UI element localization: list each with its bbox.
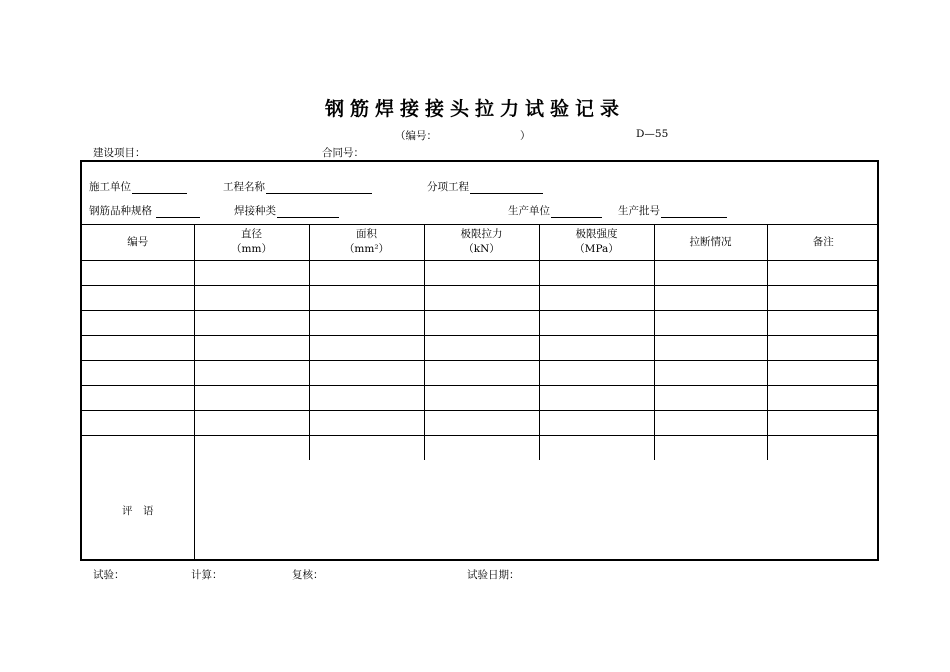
form-code: D—55 <box>636 128 669 140</box>
table-cell[interactable] <box>309 260 424 285</box>
footer-calc: 计算： <box>191 569 223 581</box>
construction-unit-blank[interactable] <box>132 183 187 194</box>
table-cell[interactable] <box>82 310 194 335</box>
footer-test-date: 试验日期： <box>467 569 520 581</box>
table-cell[interactable] <box>194 410 309 435</box>
table-cell[interactable] <box>767 285 879 310</box>
column-header: 极限强度 （MPa） <box>539 225 654 260</box>
comment-label: 评 语 <box>82 460 194 561</box>
construction-unit-label: 施工单位 <box>89 181 131 193</box>
table-cell[interactable] <box>767 410 879 435</box>
table-cell[interactable] <box>82 260 194 285</box>
record-form <box>80 160 879 561</box>
table-cell[interactable] <box>309 360 424 385</box>
project-name-label: 工程名称 <box>223 181 265 193</box>
batch-no-label: 生产批号 <box>618 205 660 217</box>
table-row <box>82 435 879 460</box>
table-cell[interactable] <box>82 285 194 310</box>
table-cell[interactable] <box>539 410 654 435</box>
table-cell[interactable] <box>82 410 194 435</box>
table-cell[interactable] <box>424 435 539 460</box>
rebar-spec-label: 钢筋品种规格 <box>89 205 152 217</box>
table-cell[interactable] <box>767 310 879 335</box>
rebar-spec-field <box>89 203 200 218</box>
batch-no-blank[interactable] <box>661 207 727 218</box>
table-cell[interactable] <box>424 310 539 335</box>
table-cell[interactable] <box>539 310 654 335</box>
comment-row <box>82 460 879 561</box>
table-cell[interactable] <box>654 385 767 410</box>
sub-project-blank[interactable] <box>470 183 543 194</box>
table-cell[interactable] <box>539 385 654 410</box>
table-cell[interactable] <box>539 260 654 285</box>
manufacturer-blank[interactable] <box>551 207 602 218</box>
table-cell[interactable] <box>654 360 767 385</box>
batch-no-field <box>618 203 727 218</box>
table-cell[interactable] <box>194 310 309 335</box>
table-cell[interactable] <box>767 435 879 460</box>
table-header-row <box>82 225 879 260</box>
column-header: 极限拉力 （kN） <box>424 225 539 260</box>
table-cell[interactable] <box>194 360 309 385</box>
table-row <box>82 335 879 360</box>
sub-project-label: 分项工程 <box>427 181 469 193</box>
manufacturer-label: 生产单位 <box>508 205 550 217</box>
table-cell[interactable] <box>194 385 309 410</box>
column-header: 拉断情况 <box>654 225 767 260</box>
number-label: （编号： <box>395 130 437 142</box>
table-row <box>82 285 879 310</box>
table-cell[interactable] <box>654 310 767 335</box>
table-cell[interactable] <box>82 335 194 360</box>
table-cell[interactable] <box>82 435 194 460</box>
table-cell[interactable] <box>767 360 879 385</box>
table-cell[interactable] <box>539 360 654 385</box>
footer-review: 复核： <box>292 569 324 581</box>
table-row <box>82 260 879 285</box>
table-cell[interactable] <box>82 385 194 410</box>
construction-unit-field <box>89 179 187 194</box>
sub-project-field <box>427 179 543 194</box>
table-cell[interactable] <box>82 360 194 385</box>
table-cell[interactable] <box>194 335 309 360</box>
table-cell[interactable] <box>309 410 424 435</box>
column-header: 直径 （mm） <box>194 225 309 260</box>
weld-type-blank[interactable] <box>277 207 339 218</box>
table-cell[interactable] <box>424 335 539 360</box>
table-cell[interactable] <box>654 260 767 285</box>
table-cell[interactable] <box>654 410 767 435</box>
weld-type-field <box>234 203 339 218</box>
table-cell[interactable] <box>424 285 539 310</box>
table-cell[interactable] <box>767 385 879 410</box>
weld-type-label: 焊接种类 <box>234 205 276 217</box>
table-cell[interactable] <box>424 410 539 435</box>
contract-label: 合同号： <box>322 147 364 159</box>
table-cell[interactable] <box>767 260 879 285</box>
table-cell[interactable] <box>424 360 539 385</box>
project-name-field <box>223 179 372 194</box>
table-cell[interactable] <box>309 385 424 410</box>
project-label: 建设项目： <box>93 147 146 159</box>
rebar-spec-blank[interactable] <box>156 207 200 218</box>
table-cell[interactable] <box>424 385 539 410</box>
table-row <box>82 310 879 335</box>
comment-cell[interactable] <box>194 460 879 561</box>
number-close: ） <box>520 130 531 142</box>
footer-test: 试验： <box>93 569 125 581</box>
table-cell[interactable] <box>654 335 767 360</box>
column-header: 面积 （mm²） <box>309 225 424 260</box>
page-title: 钢筋焊接接头拉力试验记录 <box>324 98 625 120</box>
table-row <box>82 360 879 385</box>
table-cell[interactable] <box>654 285 767 310</box>
test-table <box>82 225 879 561</box>
table-cell[interactable] <box>539 335 654 360</box>
table-row <box>82 385 879 410</box>
table-cell[interactable] <box>309 285 424 310</box>
table-cell[interactable] <box>654 435 767 460</box>
table-cell[interactable] <box>194 435 309 460</box>
table-cell[interactable] <box>194 285 309 310</box>
column-header: 备注 <box>767 225 879 260</box>
project-name-blank[interactable] <box>266 183 372 194</box>
column-header: 编号 <box>82 225 194 260</box>
table-cell[interactable] <box>539 285 654 310</box>
manufacturer-field <box>508 203 602 218</box>
table-cell[interactable] <box>309 310 424 335</box>
table-cell[interactable] <box>424 260 539 285</box>
table-cell[interactable] <box>539 435 654 460</box>
table-cell[interactable] <box>309 435 424 460</box>
table-cell[interactable] <box>767 335 879 360</box>
table-row <box>82 410 879 435</box>
table-cell[interactable] <box>194 260 309 285</box>
table-cell[interactable] <box>309 335 424 360</box>
form-header <box>82 162 877 225</box>
